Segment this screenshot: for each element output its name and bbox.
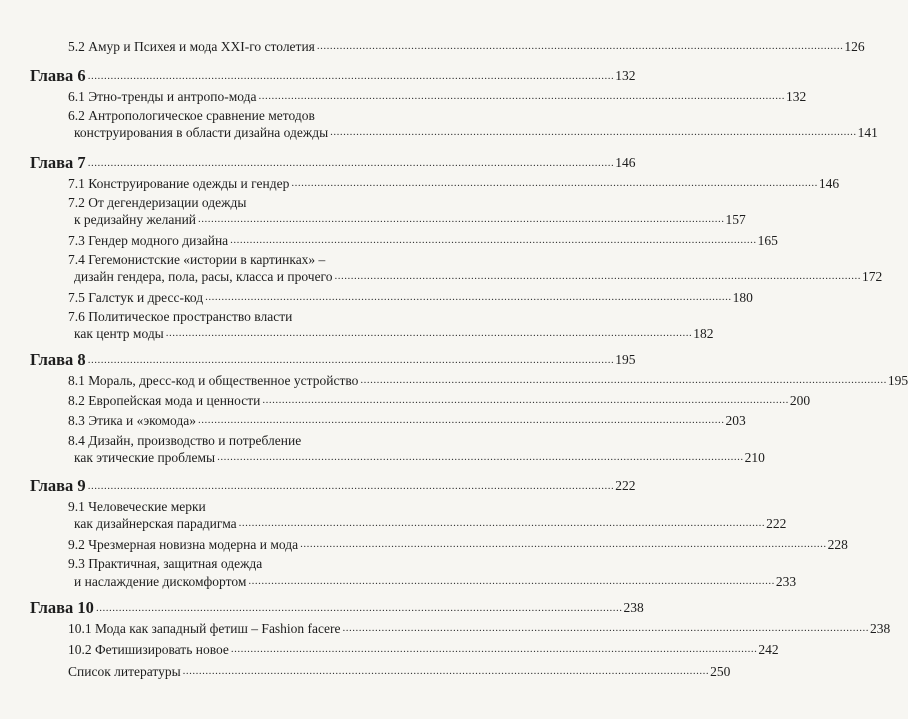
toc-page-number: 203: [725, 413, 746, 428]
toc-entry-label: 7.1 Конструирование одежды и гендер: [68, 176, 290, 191]
toc-page-number: 238: [870, 621, 891, 636]
toc-entry-label: как дизайнерская парадигма: [74, 516, 237, 531]
toc-page-number: 141: [857, 125, 878, 140]
toc-entry-label: конструирования в области дизайна одежды: [74, 125, 329, 140]
toc-entry: [68, 620, 891, 637]
chapter-heading: Глава 9: [30, 476, 86, 495]
leader-dots: ..................................................................................................................................................................: [300, 538, 827, 550]
toc-page-number: 180: [732, 290, 753, 305]
toc-page-number: 182: [693, 326, 714, 341]
toc-chapter: [30, 66, 636, 85]
toc-entry: [68, 38, 865, 55]
chapter-heading: Глава 7: [30, 153, 86, 172]
leader-dots: ..................................................................................................................................................................: [248, 575, 775, 587]
toc-entry-label: 8.3 Этика и «экомода»: [68, 413, 197, 428]
toc-page-number: 146: [818, 176, 840, 191]
toc-entry: [74, 124, 878, 141]
toc-entry-line1: 7.6 Политическое пространство власти: [68, 309, 293, 324]
toc-entry-label: 8.2 Европейская мода и ценности: [68, 393, 261, 408]
leader-dots: ..................................................................................................................................................................: [87, 480, 615, 492]
toc-entry: [68, 232, 778, 249]
toc-page-number: 132: [786, 89, 807, 104]
toc-entry-label: 5.2 Амур и Психея и мода XXI-го столетия: [68, 39, 315, 54]
leader-dots: ..................................................................................................................................................................: [238, 517, 766, 529]
toc-entry-label: 9.2 Чрезмерная новизна модерна и мода: [68, 537, 299, 552]
toc-entry: [74, 515, 787, 532]
leader-dots: ..................................................................................................................................................................: [360, 374, 887, 386]
toc-entry: [68, 392, 811, 409]
leader-dots: ..................................................................................................................................................................: [182, 665, 710, 677]
toc-page-number: 222: [766, 516, 787, 531]
chapter-heading: Глава 8: [30, 350, 86, 369]
toc-entry-label: как центр моды: [74, 326, 164, 341]
toc-entry-label: к редизайну желаний: [74, 212, 197, 227]
toc-page-number: 195: [615, 352, 636, 367]
toc-page-number: 210: [744, 450, 765, 465]
toc-page-number: 195: [887, 373, 908, 388]
toc-page-number: 250: [710, 664, 731, 679]
toc-chapter: [30, 350, 636, 369]
toc-entry-label: дизайн гендера, пола, расы, класса и прочего: [74, 269, 333, 284]
leader-dots: ..................................................................................................................................................................: [87, 157, 615, 169]
toc-entry: [74, 211, 746, 228]
toc-entry: [74, 449, 765, 466]
toc-entry: [68, 88, 807, 105]
toc-entry-label: 10.2 Фетишизировать новое: [68, 642, 229, 657]
leader-dots: ..................................................................................................................................................................: [230, 643, 758, 655]
leader-dots: ..................................................................................................................................................................: [198, 213, 725, 225]
chapter-heading: Глава 10: [30, 598, 94, 617]
toc-entry: [68, 536, 848, 553]
toc-page-number: 132: [615, 68, 636, 83]
toc-entry: [68, 289, 753, 306]
toc-page-number: 222: [615, 478, 636, 493]
leader-dots: ..................................................................................................................................................................: [87, 70, 615, 82]
toc-entry-line1: 9.3 Практичная, защитная одежда: [68, 556, 263, 571]
toc-entry: [68, 663, 731, 680]
leader-dots: ..................................................................................................................................................................: [291, 177, 818, 189]
chapter-heading: Глава 6: [30, 66, 86, 85]
toc-entry-label: 10.1 Мода как западный фетиш – Fashion facere: [68, 621, 341, 636]
toc-page-number: 200: [789, 393, 811, 408]
leader-dots: ..................................................................................................................................................................: [165, 327, 693, 339]
toc-entry: [68, 412, 746, 429]
toc-page-number: 157: [725, 212, 746, 227]
toc-entry: [74, 325, 714, 342]
leader-dots: ..................................................................................................................................................................: [262, 394, 789, 406]
toc-chapter: [30, 476, 636, 495]
leader-dots: ..................................................................................................................................................................: [258, 90, 785, 102]
leader-dots: ..................................................................................................................................................................: [95, 602, 623, 614]
toc-entry-line1: 9.1 Человеческие мерки: [68, 499, 206, 514]
toc-entry-label: 6.1 Этно-тренды и антропо-мода: [68, 89, 257, 104]
leader-dots: ..................................................................................................................................................................: [330, 126, 857, 138]
toc-page-number: 126: [844, 39, 865, 54]
toc-page-number: 242: [758, 642, 779, 657]
toc-page-number: 165: [757, 233, 778, 248]
toc-entry-line1: 7.2 От дегендеризации одежды: [68, 195, 247, 210]
toc-page-number: 172: [862, 269, 883, 284]
toc-entry-line1: 7.4 Гегемонистские «истории в картинках» –: [68, 252, 326, 267]
leader-dots: ..................................................................................................................................................................: [87, 354, 615, 366]
leader-dots: ..................................................................................................................................................................: [205, 291, 732, 303]
toc-entry-label: Список литературы: [68, 664, 181, 679]
leader-dots: ..................................................................................................................................................................: [334, 270, 862, 282]
toc-entry: [68, 641, 779, 658]
toc-entry-label: 8.1 Мораль, дресс-код и общественное устройство: [68, 373, 359, 388]
toc-entry: [68, 372, 908, 389]
toc-entry: [74, 268, 883, 285]
toc-entry-label: как этические проблемы: [74, 450, 216, 465]
toc-entry-line1: 6.2 Антропологическое сравнение методов: [68, 108, 315, 123]
toc-entry-label: 7.5 Галстук и дресс-код: [68, 290, 204, 305]
toc-page-number: 238: [623, 600, 644, 615]
toc-entry-label: и наслаждение дискомфортом: [74, 574, 247, 589]
leader-dots: ..................................................................................................................................................................: [217, 451, 744, 463]
toc-entry-label: 7.3 Гендер модного дизайна: [68, 233, 229, 248]
leader-dots: ..................................................................................................................................................................: [316, 40, 844, 52]
toc-page-number: 233: [775, 574, 797, 589]
leader-dots: ..................................................................................................................................................................: [342, 622, 870, 634]
toc-entry: [74, 573, 797, 590]
toc-chapter: [30, 153, 636, 172]
leader-dots: ..................................................................................................................................................................: [198, 414, 725, 426]
leader-dots: ..................................................................................................................................................................: [230, 234, 757, 246]
toc-entry: [68, 175, 840, 192]
toc-page-number: 228: [827, 537, 848, 552]
toc-page-number: 146: [615, 155, 636, 170]
toc-entry-line1: 8.4 Дизайн, производство и потребление: [68, 433, 302, 448]
toc-chapter: [30, 598, 644, 617]
